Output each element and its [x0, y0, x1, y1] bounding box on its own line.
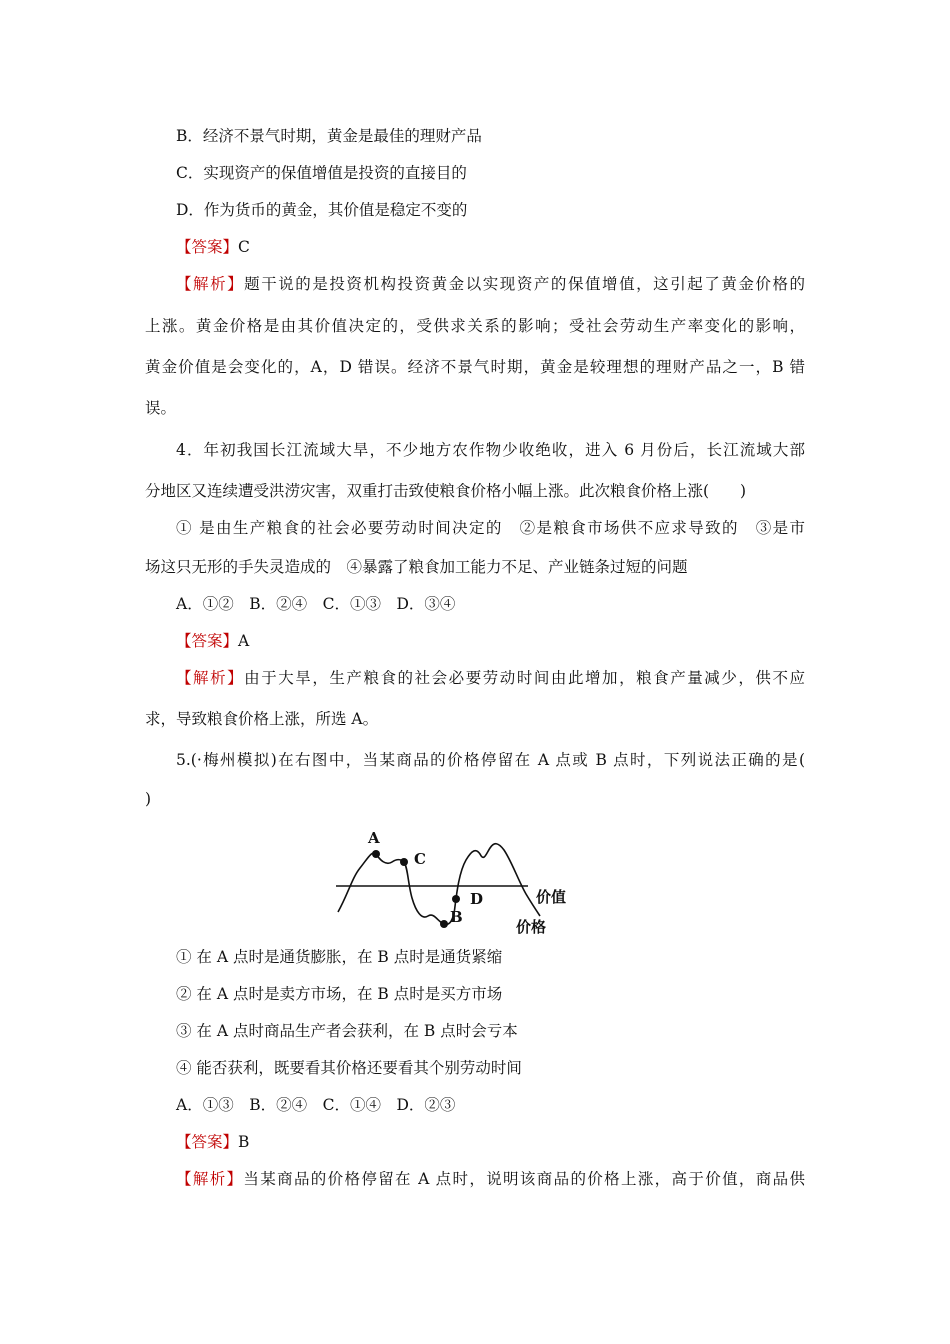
q5-options: A．①③ B．②④ C．①④ D．②③	[176, 1096, 456, 1114]
answer-value: B	[238, 1133, 250, 1151]
q5-analysis	[176, 1169, 805, 1189]
point-d-dot	[452, 895, 460, 903]
point-a-dot	[372, 850, 380, 858]
q3-option-b: B．经济不景气时期，黄金是最佳的理财产品	[176, 127, 482, 145]
analysis-tag: 【解析】	[176, 669, 245, 687]
q5-stem-line: 5.(·梅州模拟)在右图中，当某商品的价格停留在 A 点或 B 点时，下列说法正确的是(	[176, 751, 805, 769]
q4-stem-line: 4．年初我国长江流域大旱，不少地方农作物少收绝收，进入 6 月份后，长江流域大部	[176, 441, 805, 459]
q4-stem-line: 分地区又连续遭受洪涝灾害，双重打击致使粮食价格小幅上涨。此次粮食价格上涨( )	[145, 482, 747, 500]
q3-answer	[176, 237, 250, 257]
analysis-text: 由于大旱，生产粮食的社会必要劳动时间由此增加，粮食产量减少，供不应	[244, 669, 805, 687]
answer-value: C	[238, 238, 250, 256]
answer-tag: 【答案】	[176, 1133, 239, 1151]
q4-answer	[176, 631, 249, 651]
point-b-dot	[440, 920, 448, 928]
answer-tag: 【答案】	[176, 632, 239, 650]
answer-value: A	[238, 632, 250, 650]
q3-analysis-line: 黄金价值是会变化的，A，D 错误。经济不景气时期，黄金是较理想的理财产品之一，B 错	[145, 358, 805, 376]
value-label: 价值	[536, 888, 567, 906]
q4-analysis-line: 求，导致粮食价格上涨，所选 A。	[145, 710, 379, 728]
point-c-dot	[400, 858, 408, 866]
q5-statement: ③ 在 A 点时商品生产者会获利，在 B 点时会亏本	[176, 1022, 518, 1040]
analysis-tag: 【解析】	[176, 1170, 244, 1188]
q3-analysis-line: 上涨。黄金价格是由其价值决定的，受供求关系的影响；受社会劳动生产率变化的影响，	[145, 317, 805, 335]
analysis-text: 当某商品的价格停留在 A 点时，说明该商品的价格上涨，高于价值，商品供	[243, 1170, 805, 1188]
q5-statement: ② 在 A 点时是卖方市场，在 B 点时是买方市场	[176, 985, 503, 1003]
point-b-label: B	[450, 908, 463, 926]
q5-statement: ④ 能否获利，既要看其价格还要看其个别劳动时间	[176, 1059, 522, 1077]
q4-statement-line: 场这只无形的手失灵造成的 ④暴露了粮食加工能力不足、产业链条过短的问题	[145, 558, 688, 576]
price-label: 价格	[516, 918, 547, 936]
q5-statement: ① 在 A 点时是通货膨胀，在 B 点时是通货紧缩	[176, 948, 503, 966]
answer-tag: 【答案】	[176, 238, 239, 256]
q4-options: A．①② B．②④ C．①③ D．③④	[176, 595, 456, 613]
q4-statement-line: ① 是由生产粮食的社会必要劳动时间决定的 ②是粮食市场供不应求导致的 ③是市	[176, 519, 805, 537]
q5-stem-line: )	[145, 790, 152, 808]
price-value-graph	[328, 824, 576, 940]
point-c-label: C	[414, 850, 426, 868]
q3-analysis	[176, 274, 805, 294]
price-curve	[338, 844, 540, 925]
analysis-text: 题干说的是投资机构投资黄金以实现资产的保值增值，这引起了黄金价格的	[244, 275, 805, 293]
q3-option-d: D．作为货币的黄金，其价值是稳定不变的	[176, 201, 468, 219]
q4-analysis	[176, 668, 805, 688]
q3-analysis-line: 误。	[145, 399, 177, 417]
analysis-tag: 【解析】	[176, 275, 245, 293]
q5-answer	[176, 1132, 249, 1152]
q3-option-c: C．实现资产的保值增值是投资的直接目的	[176, 164, 467, 182]
point-a-label: A	[368, 829, 380, 847]
point-d-label: D	[470, 890, 484, 908]
